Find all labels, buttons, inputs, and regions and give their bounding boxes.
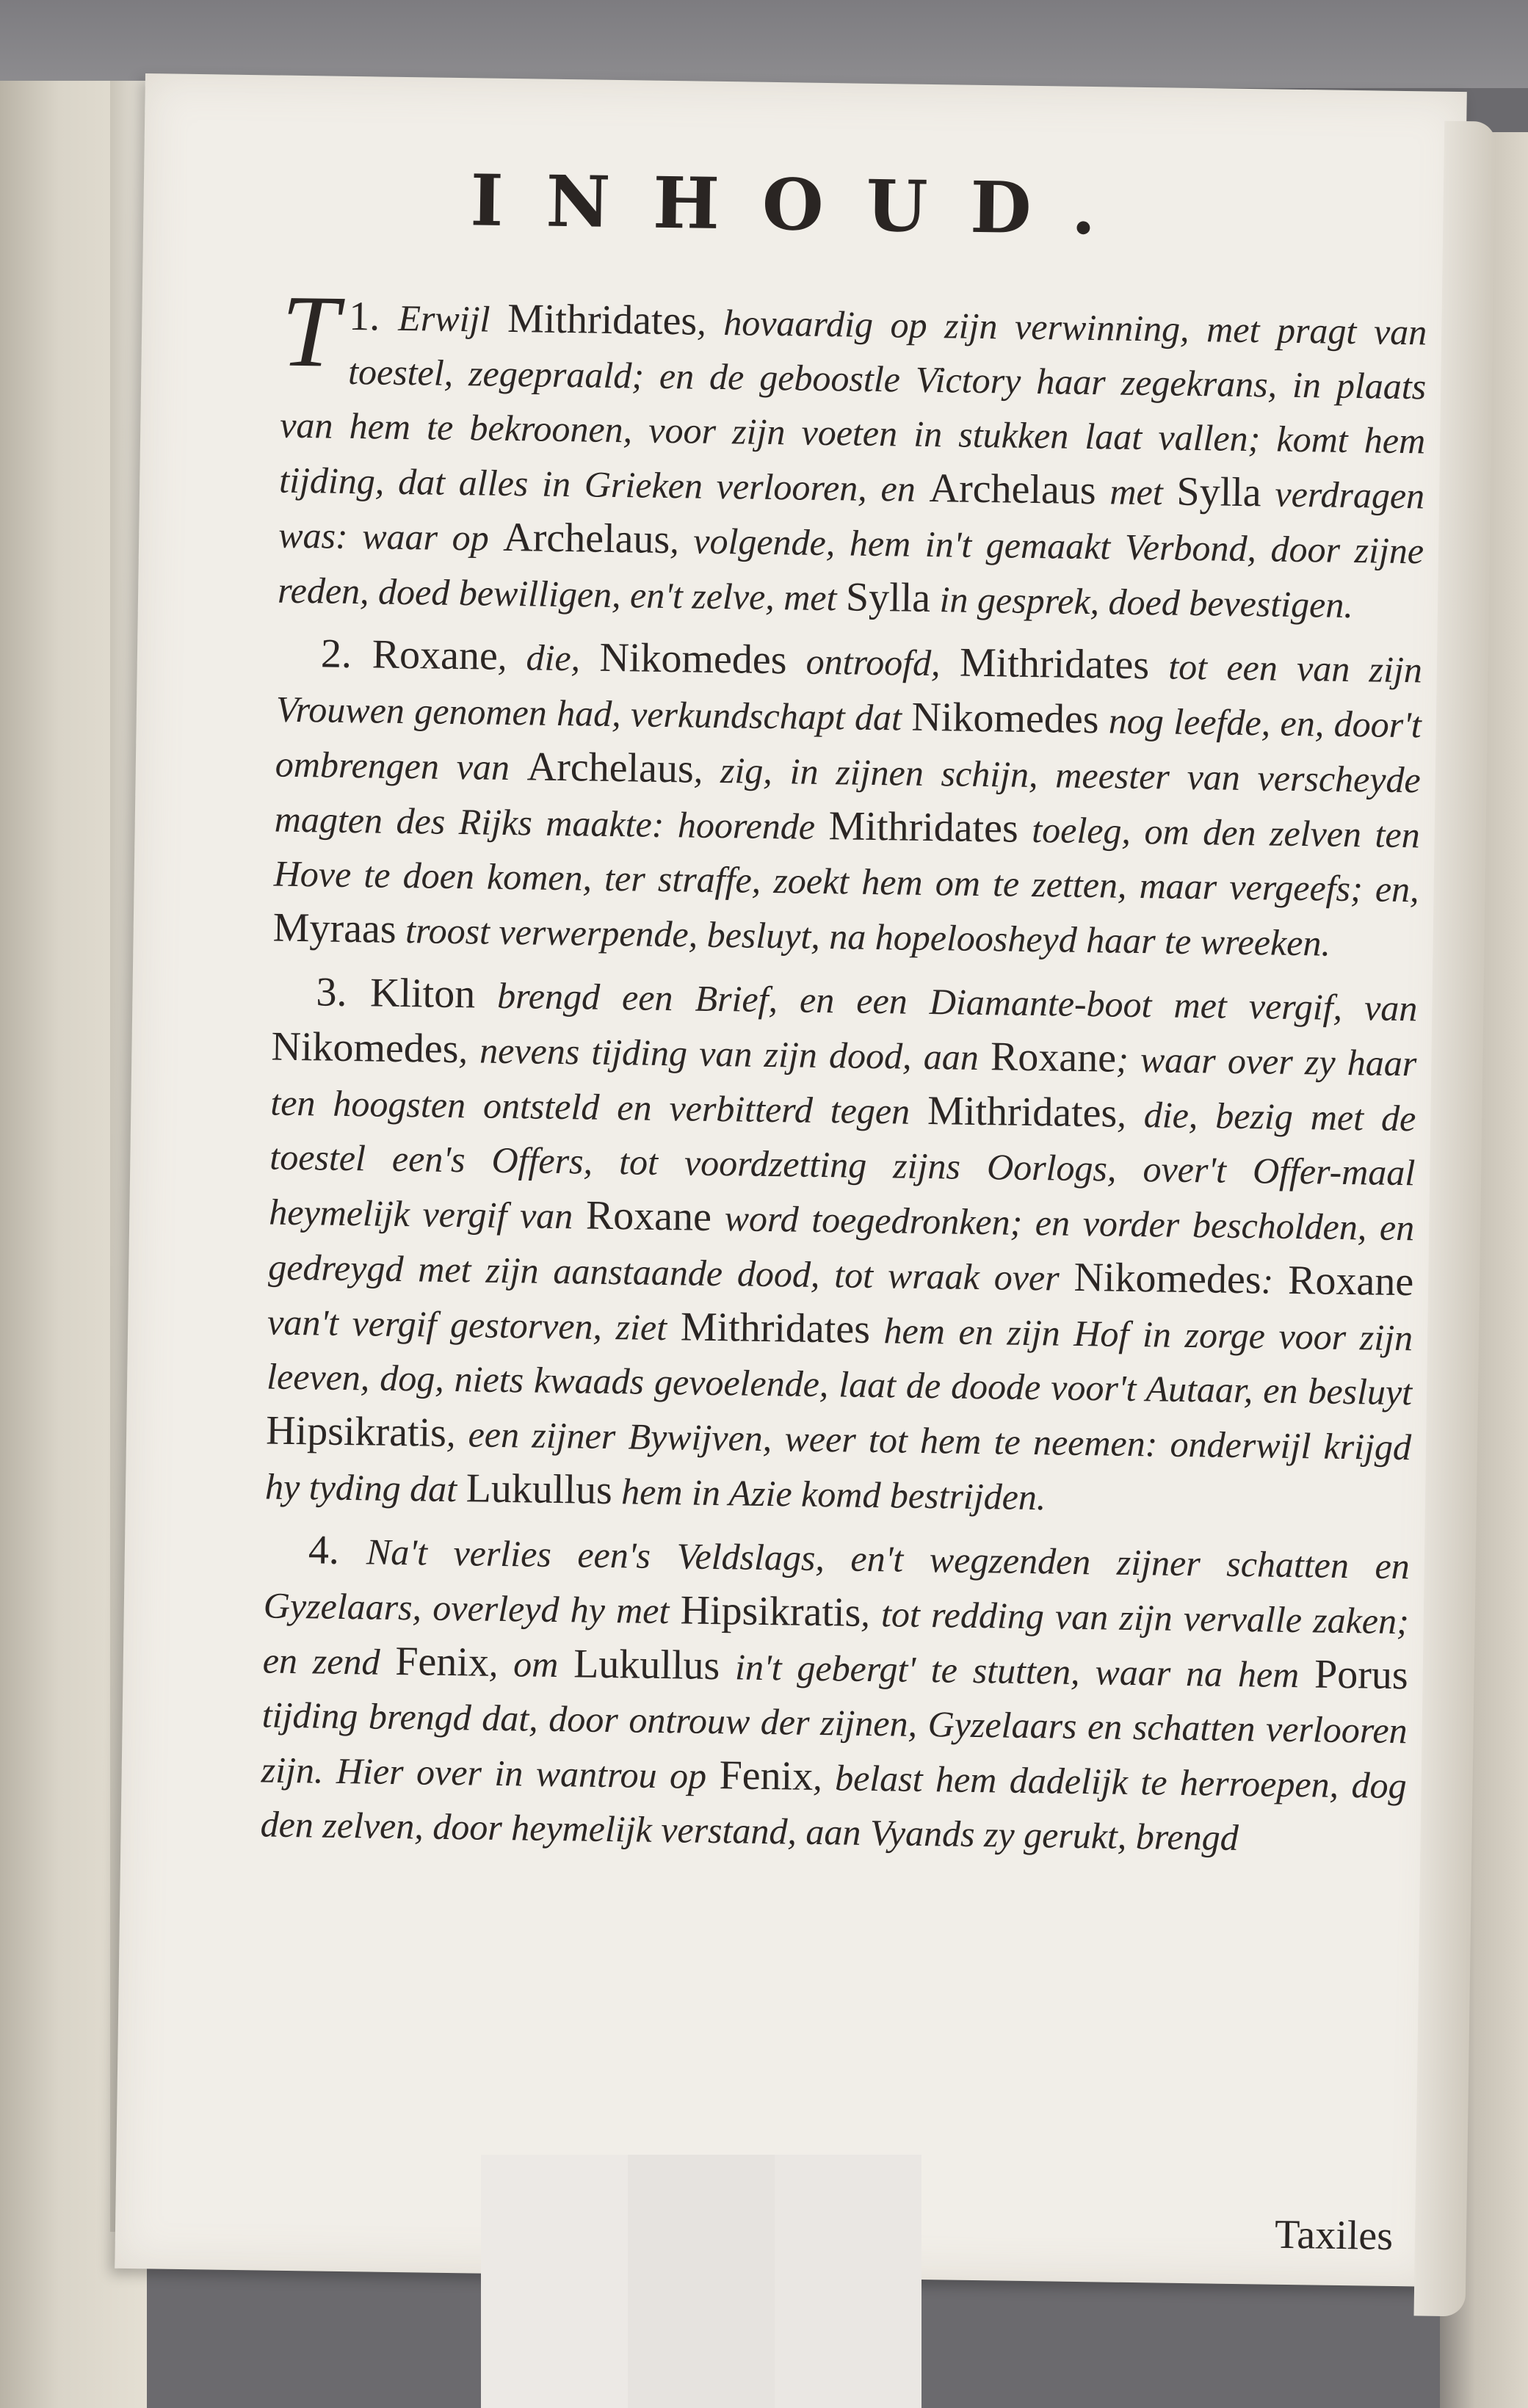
proper-name: Mithridates [680,1304,871,1352]
redaction-segment [481,2155,628,2408]
book-page [115,73,1467,2287]
text-run: tijding brengd dat, door ontrouw der zijnen, Gyzelaars en schatten verlooren zijn. Hier over in wantrou op [261,1694,1408,1797]
text-run: hem en zijn Hof in zorge voor zijn leeven, dog, niets kwaads gevoelende, laat de doode voor't Autaar, en besluyt [266,1309,1413,1413]
proper-name: Lukullus [466,1465,613,1514]
text-run: ontroofd, [786,640,960,684]
text-run: , die, bezig met de toestel een's Offers, tot voordzetting zijns Oorlogs, over't Offer-maal heymelijk vergif van [268,1093,1416,1237]
proper-name: Archelaus [929,465,1097,514]
paragraph-number: 1. [348,293,399,340]
proper-name: Sylla [845,574,931,621]
proper-name: Roxane [372,631,499,679]
paragraph-number: 2. [320,631,373,678]
text-run: toeleg, om den zelven ten Hove te doen komen, ter straffe, zoekt hem om te zetten, maar vergeefs; en, [273,808,1421,910]
text-run: hem in Azie komd bestrijden. [612,1470,1046,1518]
proper-name: Fenix [394,1638,490,1686]
text-run: : [1261,1260,1289,1302]
text-run: verdragen was: waar op [278,473,1425,559]
catchword: Taxiles [1274,2211,1394,2260]
text-run: , die, [497,636,600,679]
proper-name: Hipsikratis [265,1407,447,1456]
contents-paragraph [272,626,1422,972]
proper-name: Hipsikratis [680,1587,861,1636]
proper-name: Roxane [1287,1257,1414,1305]
text-run: , belast hem dadelijk te herroepen, dog den zelven, door heymelijk verstand, aan Vyands zy gerukt, brengd [260,1756,1408,1859]
proper-name: Sylla [1176,468,1262,516]
text-run: , tot redding van zijn vervalle zaken; en zend [262,1592,1410,1683]
paragraph-number: 4. [308,1527,367,1574]
page-heading: INHOUD. [469,159,1140,251]
text-run: troost verwerpende, besluyt, na hopeloosheyd haar te wreeken. [396,909,1331,964]
proper-name: Mithridates [828,803,1019,852]
text-run: nog leefde, en, door't ombrengen van [275,700,1422,788]
text-run: ; waar over zy haar ten hoogsten ontsteld en verbitterd tegen [270,1038,1417,1133]
drop-cap: T [280,274,340,389]
proper-name: Nikomedes [1073,1254,1262,1303]
contents-paragraph [277,274,1427,634]
proper-name: Mithridates [507,295,698,344]
text-run: , zig, in zijnen schijn, meester van verscheyde magten des Rijks maakte: hoorende [274,749,1422,848]
proper-name: Nikomedes [599,634,787,683]
proper-name: Kliton [369,970,476,1018]
text-run: met [1096,471,1177,513]
text-run: , volgende, hem in't gemaakt Verbond, door zijne reden, doed bewilligen, en't zelve, met [277,520,1424,619]
text-run: Erwijl [398,297,508,340]
proper-name: Lukullus [573,1641,720,1689]
text-run: tot een van zijn Vrouwen genomen had, verkundschapt dat [275,645,1423,739]
text-run: , nevens tijding van zijn dood, aan [458,1029,991,1078]
proper-name: Roxane [990,1034,1117,1081]
proper-name: Archelaus [502,514,670,563]
text-run: word toegedronken; en vorder bescholden, en gedreygd met zijn aanstaande dood, tot wraak over [267,1197,1415,1299]
text-run: Na't verlies een's Veldslags, en't wegzenden zijner schatten en Gyzelaars, overleyd hy met [263,1531,1411,1632]
contents-paragraph [260,1522,1410,1867]
redaction-block [481,2155,921,2408]
text-run: in gesprek, doed bevestigen. [930,578,1354,626]
proper-name: Roxane [585,1192,712,1240]
proper-name: Mithridates [927,1088,1118,1136]
text-run: in't gebergt' te stutten, waar na hem [719,1646,1315,1696]
paragraph-number: 3. [316,969,371,1016]
contents-text [260,274,1427,1876]
text-run: , om [488,1642,574,1686]
proper-name: Mithridates [959,639,1150,689]
proper-name: Myraas [272,904,397,952]
contents-paragraph [265,965,1418,1530]
text-run: , een zijner Bywijven, weer tot hem te neemen: onderwijl krijgd hy tyding dat [264,1412,1412,1510]
redaction-segment [775,2155,921,2408]
text-run: brengd een Brief, en een Diamante-boot met vergif, van [474,974,1418,1029]
proper-name: Nikomedes [911,694,1099,743]
proper-name: Nikomedes [271,1023,459,1073]
proper-name: Porus [1314,1651,1409,1699]
text-run: van't vergif gestorven, ziet [267,1301,681,1349]
proper-name: Archelaus [526,744,695,792]
proper-name: Fenix [719,1752,814,1799]
redaction-segment [628,2155,775,2408]
text-run: , hovaardig op zijn verwinning, met pragt van toestel, zegepraald; en de geboostle Victory haar zegekrans, in plaats van hem te bekroonen, voor zijn voeten in stukken laat vallen; komt hem tijding, dat alles in Grieken verlooren, en [278,301,1427,509]
